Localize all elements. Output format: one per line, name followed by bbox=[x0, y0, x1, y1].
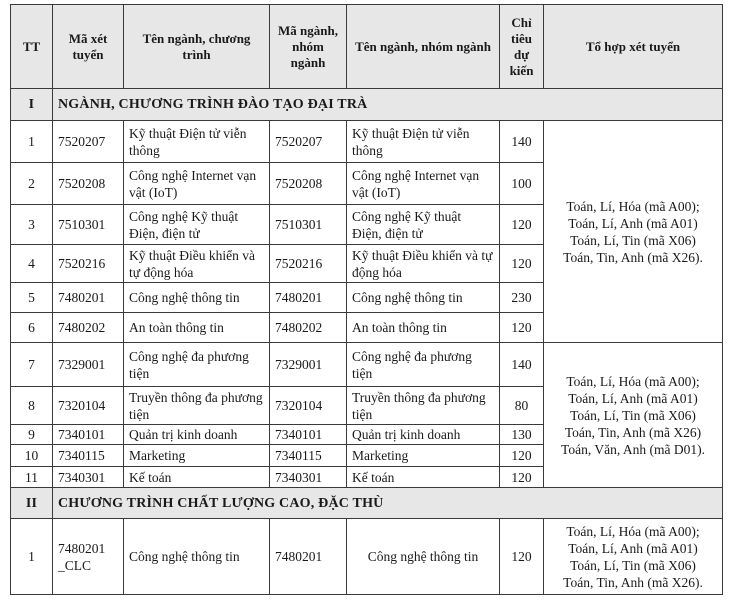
combo-line: Toán, Lí, Hóa (mã A00); bbox=[566, 198, 700, 214]
cell-ma-nganh: 7480201 bbox=[270, 283, 347, 313]
cell-ten-nganh-nhom: Kỹ thuật Điện tử viễn thông bbox=[347, 121, 500, 163]
cell-ma-nganh: 7480202 bbox=[270, 313, 347, 343]
cell-ma-xet-tuyen: 7480202 bbox=[53, 313, 124, 343]
table-row bbox=[11, 121, 723, 163]
cell-chi-tieu: 130 bbox=[500, 425, 544, 445]
cell-tt: 9 bbox=[11, 425, 53, 445]
cell-ten-nganh-nhom: Công nghệ Kỹ thuật Điện, điện tử bbox=[347, 205, 500, 245]
section-title: CHƯƠNG TRÌNH CHẤT LƯỢNG CAO, ĐẶC THÙ bbox=[53, 488, 723, 519]
cell-ma-nganh: 7520207 bbox=[270, 121, 347, 163]
combo-line: Toán, Tin, Anh (mã X26) bbox=[564, 424, 702, 440]
combo-line: Toán, Tin, Anh (mã X26). bbox=[563, 249, 703, 265]
header-chi-tieu: Chỉ tiêu dự kiến bbox=[500, 5, 544, 89]
cell-tt: 5 bbox=[11, 283, 53, 313]
cell-chi-tieu: 80 bbox=[500, 387, 544, 425]
cell-tt: 4 bbox=[11, 245, 53, 283]
header-row bbox=[11, 5, 723, 89]
cell-ten-nganh-nhom: Công nghệ Internet vạn vật (IoT) bbox=[347, 163, 500, 205]
cell-ma-xet-tuyen: 7320104 bbox=[53, 387, 124, 425]
cell-ten-nganh-nhom: An toàn thông tin bbox=[347, 313, 500, 343]
cell-ma-nganh: 7329001 bbox=[270, 343, 347, 387]
combo-line: Toán, Lí, Tin (mã X06) bbox=[570, 557, 696, 573]
admission-table bbox=[10, 4, 723, 595]
combo-line: Toán, Văn, Anh (mã D01). bbox=[561, 441, 705, 457]
header-ma-nganh-nhom: Mã ngành, nhóm ngành bbox=[270, 5, 347, 89]
combo-cell bbox=[544, 519, 723, 595]
table-row bbox=[11, 343, 723, 387]
combo-line: Toán, Lí, Anh (mã A01) bbox=[568, 540, 698, 556]
header-to-hop: Tổ hợp xét tuyển bbox=[544, 5, 723, 89]
cell-ma-nganh: 7520216 bbox=[270, 245, 347, 283]
combo-cell bbox=[544, 343, 723, 488]
combo-line: Toán, Lí, Tin (mã X06) bbox=[570, 407, 696, 423]
cell-tt: 3 bbox=[11, 205, 53, 245]
combo-cell bbox=[544, 121, 723, 343]
table-row bbox=[11, 519, 723, 595]
cell-ma-xet-tuyen: 7520208 bbox=[53, 163, 124, 205]
section-number: II bbox=[11, 488, 53, 519]
cell-chi-tieu: 140 bbox=[500, 343, 544, 387]
cell-chi-tieu: 120 bbox=[500, 467, 544, 488]
cell-tt: 10 bbox=[11, 445, 53, 467]
cell-tt: 11 bbox=[11, 467, 53, 488]
combo-line: Toán, Lí, Anh (mã A01) bbox=[568, 215, 698, 231]
cell-ma-xet-tuyen: 7480201 bbox=[53, 283, 124, 313]
cell-ma-xet-tuyen: 7520207 bbox=[53, 121, 124, 163]
cell-ma-nganh: 7340301 bbox=[270, 467, 347, 488]
cell-chi-tieu: 120 bbox=[500, 519, 544, 595]
cell-ten-nganh: Truyền thông đa phương tiện bbox=[124, 387, 270, 425]
cell-ma-nganh: 7480201 bbox=[270, 519, 347, 595]
cell-chi-tieu: 120 bbox=[500, 205, 544, 245]
cell-ten-nganh: Kế toán bbox=[124, 467, 270, 488]
cell-chi-tieu: 120 bbox=[500, 245, 544, 283]
cell-ten-nganh: Công nghệ Internet vạn vật (IoT) bbox=[124, 163, 270, 205]
cell-ten-nganh: Công nghệ đa phương tiện bbox=[124, 343, 270, 387]
section-row bbox=[11, 89, 723, 121]
cell-tt: 7 bbox=[11, 343, 53, 387]
cell-ma-xet-tuyen: 7340115 bbox=[53, 445, 124, 467]
cell-ma-nganh: 7340101 bbox=[270, 425, 347, 445]
combo-line: Toán, Lí, Hóa (mã A00); bbox=[566, 373, 700, 389]
section-title: NGÀNH, CHƯƠNG TRÌNH ĐÀO TẠO ĐẠI TRÀ bbox=[53, 89, 723, 121]
admission-table-container bbox=[10, 4, 723, 595]
cell-tt: 2 bbox=[11, 163, 53, 205]
cell-ten-nganh-nhom: Công nghệ thông tin bbox=[347, 283, 500, 313]
cell-ten-nganh-nhom: Kỹ thuật Điều khiển và tự động hóa bbox=[347, 245, 500, 283]
combo-line: Toán, Tin, Anh (mã X26). bbox=[563, 574, 703, 590]
header-ten-nganh-nhom: Tên ngành, nhóm ngành bbox=[347, 5, 500, 89]
cell-tt: 1 bbox=[11, 121, 53, 163]
cell-ma-xet-tuyen: 7340101 bbox=[53, 425, 124, 445]
cell-ten-nganh: An toàn thông tin bbox=[124, 313, 270, 343]
cell-ma-xet-tuyen: 7510301 bbox=[53, 205, 124, 245]
cell-chi-tieu: 140 bbox=[500, 121, 544, 163]
cell-tt: 8 bbox=[11, 387, 53, 425]
cell-ten-nganh: Công nghệ thông tin bbox=[124, 283, 270, 313]
cell-ten-nganh: Công nghệ Kỹ thuật Điện, điện tử bbox=[124, 205, 270, 245]
section-number: I bbox=[11, 89, 53, 121]
cell-ten-nganh: Marketing bbox=[124, 445, 270, 467]
cell-chi-tieu: 120 bbox=[500, 313, 544, 343]
cell-ma-xet-tuyen: 7520216 bbox=[53, 245, 124, 283]
combo-line: Toán, Lí, Anh (mã A01) bbox=[568, 390, 698, 406]
combo-line: Toán, Lí, Hóa (mã A00); bbox=[566, 523, 700, 539]
cell-ma-xet-tuyen: 7340301 bbox=[53, 467, 124, 488]
header-ten-nganh-chuong-trinh: Tên ngành, chương trình bbox=[124, 5, 270, 89]
cell-ma-nganh: 7320104 bbox=[270, 387, 347, 425]
cell-ten-nganh: Quản trị kinh doanh bbox=[124, 425, 270, 445]
cell-ten-nganh-nhom: Công nghệ đa phương tiện bbox=[347, 343, 500, 387]
cell-chi-tieu: 230 bbox=[500, 283, 544, 313]
cell-ten-nganh: Công nghệ thông tin bbox=[124, 519, 270, 595]
combo-line: Toán, Lí, Tin (mã X06) bbox=[570, 232, 696, 248]
cell-ten-nganh-nhom: Truyền thông đa phương tiện bbox=[347, 387, 500, 425]
cell-ten-nganh-nhom: Công nghệ thông tin bbox=[347, 519, 500, 595]
cell-chi-tieu: 100 bbox=[500, 163, 544, 205]
cell-ma-nganh: 7520208 bbox=[270, 163, 347, 205]
cell-ma-xet-tuyen: 7329001 bbox=[53, 343, 124, 387]
cell-ten-nganh: Kỹ thuật Điều khiển và tự động hóa bbox=[124, 245, 270, 283]
cell-ma-xet-tuyen: 7480201 _CLC bbox=[53, 519, 124, 595]
cell-ten-nganh-nhom: Quản trị kinh doanh bbox=[347, 425, 500, 445]
cell-chi-tieu: 120 bbox=[500, 445, 544, 467]
cell-tt: 6 bbox=[11, 313, 53, 343]
header-tt: TT bbox=[11, 5, 53, 89]
section-row bbox=[11, 488, 723, 519]
cell-ten-nganh-nhom: Kế toán bbox=[347, 467, 500, 488]
cell-ma-nganh: 7510301 bbox=[270, 205, 347, 245]
cell-ma-nganh: 7340115 bbox=[270, 445, 347, 467]
cell-tt: 1 bbox=[11, 519, 53, 595]
cell-ten-nganh: Kỹ thuật Điện tử viễn thông bbox=[124, 121, 270, 163]
cell-ten-nganh-nhom: Marketing bbox=[347, 445, 500, 467]
header-ma-xet-tuyen: Mã xét tuyển bbox=[53, 5, 124, 89]
